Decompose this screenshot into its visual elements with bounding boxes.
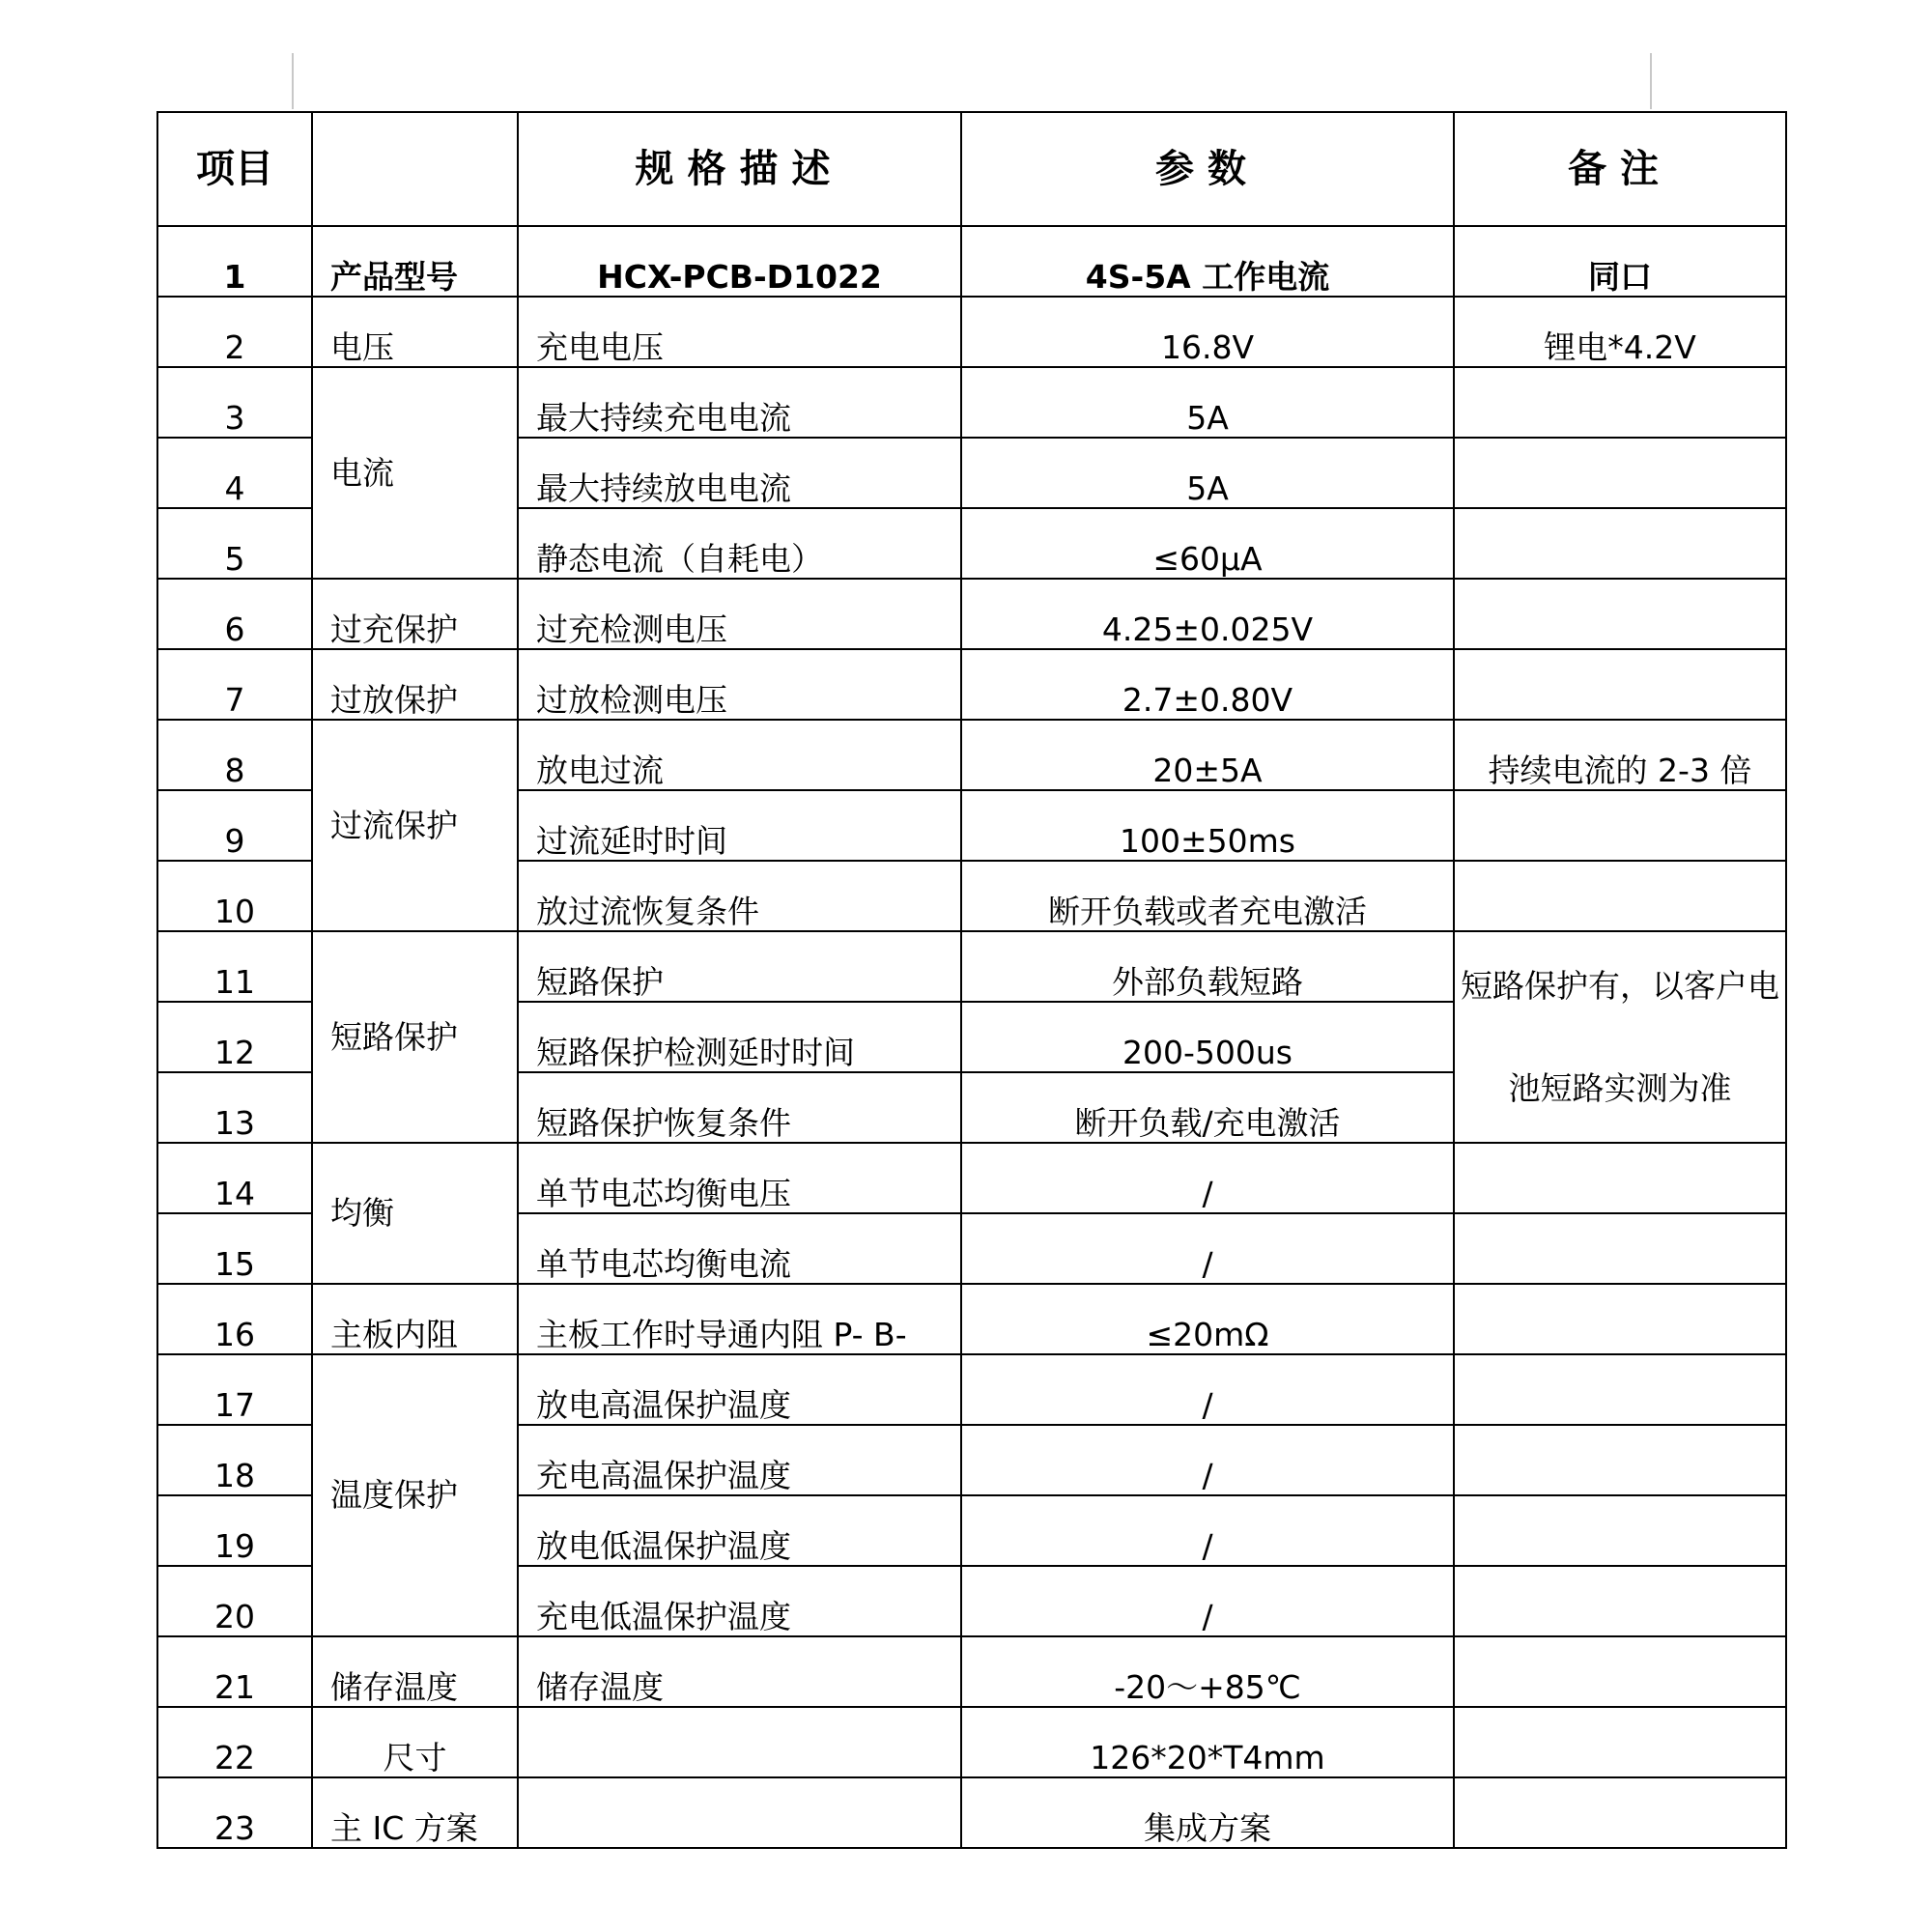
table-row xyxy=(157,297,1786,367)
row-param: 断开负载/充电激活 xyxy=(961,1072,1454,1143)
row-desc: 放电过流 xyxy=(518,720,961,790)
row-note xyxy=(1454,579,1786,649)
row-number: 7 xyxy=(157,649,312,720)
row-note xyxy=(1454,1636,1786,1707)
row-desc: 单节电芯均衡电流 xyxy=(518,1213,961,1284)
header-blank xyxy=(312,112,518,226)
row-number: 23 xyxy=(157,1777,312,1848)
row-item: 过放保护 xyxy=(312,649,518,720)
row-number: 15 xyxy=(157,1213,312,1284)
row-param: -20～+85℃ xyxy=(961,1636,1454,1707)
row-param: 外部负载短路 xyxy=(961,931,1454,1002)
row-note xyxy=(1454,1566,1786,1636)
row-note xyxy=(1454,1213,1786,1284)
row-desc: 单节电芯均衡电压 xyxy=(518,1143,961,1213)
row-item: 均衡 xyxy=(312,1143,518,1284)
page-margin-guide-right xyxy=(1650,53,1652,109)
table-header-row xyxy=(157,112,1786,226)
row-desc: 最大持续放电电流 xyxy=(518,438,961,508)
row-number: 5 xyxy=(157,508,312,579)
row-item: 电压 xyxy=(312,297,518,367)
row-note xyxy=(1454,1143,1786,1213)
row-note xyxy=(1454,790,1786,861)
row-param: 4.25±0.025V xyxy=(961,579,1454,649)
table-row xyxy=(157,1636,1786,1707)
header-spec: 规格描述 xyxy=(518,112,961,226)
row-number: 9 xyxy=(157,790,312,861)
row-note: 同口 xyxy=(1454,226,1786,297)
row-note: 短路保护有，以客户电池短路实测为准 xyxy=(1454,931,1786,1143)
row-note xyxy=(1454,367,1786,438)
row-desc: 主板工作时导通内阻 P- B- xyxy=(518,1284,961,1354)
row-number: 13 xyxy=(157,1072,312,1143)
row-number: 1 xyxy=(157,226,312,297)
row-param: 断开负载或者充电激活 xyxy=(961,861,1454,931)
row-param: ≤60μA xyxy=(961,508,1454,579)
row-item: 短路保护 xyxy=(312,931,518,1143)
row-param: 4S-5A 工作电流 xyxy=(961,226,1454,297)
page-margin-guide-left xyxy=(292,53,294,109)
table-row xyxy=(157,1143,1786,1213)
row-note xyxy=(1454,1777,1786,1848)
row-item: 主板内阻 xyxy=(312,1284,518,1354)
row-number: 14 xyxy=(157,1143,312,1213)
row-item: 温度保护 xyxy=(312,1354,518,1636)
row-number: 8 xyxy=(157,720,312,790)
row-number: 6 xyxy=(157,579,312,649)
table-row xyxy=(157,1777,1786,1848)
row-desc xyxy=(518,1777,961,1848)
table-row xyxy=(157,226,1786,297)
row-number: 12 xyxy=(157,1002,312,1072)
row-desc: 充电高温保护温度 xyxy=(518,1425,961,1495)
table-row xyxy=(157,649,1786,720)
table-row xyxy=(157,1284,1786,1354)
row-param: / xyxy=(961,1495,1454,1566)
row-number: 22 xyxy=(157,1707,312,1777)
row-number: 2 xyxy=(157,297,312,367)
row-note xyxy=(1454,649,1786,720)
row-desc: 短路保护 xyxy=(518,931,961,1002)
row-item: 产品型号 xyxy=(312,226,518,297)
row-item: 储存温度 xyxy=(312,1636,518,1707)
row-param: / xyxy=(961,1566,1454,1636)
table-row xyxy=(157,579,1786,649)
row-number: 3 xyxy=(157,367,312,438)
row-desc: 最大持续充电电流 xyxy=(518,367,961,438)
row-param: 200-500us xyxy=(961,1002,1454,1072)
table-row xyxy=(157,1707,1786,1777)
header-note: 备注 xyxy=(1454,112,1786,226)
row-desc: 充电电压 xyxy=(518,297,961,367)
table-row xyxy=(157,367,1786,438)
row-item: 过流保护 xyxy=(312,720,518,931)
row-desc: 静态电流（自耗电） xyxy=(518,508,961,579)
row-desc: 短路保护恢复条件 xyxy=(518,1072,961,1143)
row-number: 17 xyxy=(157,1354,312,1425)
table-row xyxy=(157,720,1786,790)
row-note xyxy=(1454,438,1786,508)
row-desc: 储存温度 xyxy=(518,1636,961,1707)
spec-table xyxy=(156,111,1787,1849)
header-item: 项目 xyxy=(157,112,312,226)
row-desc: 充电低温保护温度 xyxy=(518,1566,961,1636)
row-desc: 过放检测电压 xyxy=(518,649,961,720)
header-param: 参数 xyxy=(961,112,1454,226)
row-note xyxy=(1454,1284,1786,1354)
row-param: / xyxy=(961,1354,1454,1425)
row-number: 16 xyxy=(157,1284,312,1354)
row-param: 5A xyxy=(961,438,1454,508)
row-item: 过充保护 xyxy=(312,579,518,649)
row-note xyxy=(1454,508,1786,579)
row-desc xyxy=(518,1707,961,1777)
row-param: / xyxy=(961,1213,1454,1284)
row-item: 电流 xyxy=(312,367,518,579)
row-param: / xyxy=(961,1425,1454,1495)
row-desc: 过流延时时间 xyxy=(518,790,961,861)
row-note xyxy=(1454,1354,1786,1425)
row-desc: HCX-PCB-D1022 xyxy=(518,226,961,297)
row-number: 4 xyxy=(157,438,312,508)
row-desc: 放电高温保护温度 xyxy=(518,1354,961,1425)
row-number: 19 xyxy=(157,1495,312,1566)
row-desc: 放过流恢复条件 xyxy=(518,861,961,931)
row-param: 20±5A xyxy=(961,720,1454,790)
row-note: 锂电*4.2V xyxy=(1454,297,1786,367)
row-param: / xyxy=(961,1143,1454,1213)
row-note xyxy=(1454,1707,1786,1777)
row-number: 10 xyxy=(157,861,312,931)
row-param: 2.7±0.80V xyxy=(961,649,1454,720)
row-param: 5A xyxy=(961,367,1454,438)
row-number: 18 xyxy=(157,1425,312,1495)
row-desc: 过充检测电压 xyxy=(518,579,961,649)
row-desc: 短路保护检测延时时间 xyxy=(518,1002,961,1072)
row-number: 11 xyxy=(157,931,312,1002)
row-number: 21 xyxy=(157,1636,312,1707)
row-number: 20 xyxy=(157,1566,312,1636)
row-item: 主 IC 方案 xyxy=(312,1777,518,1848)
row-desc: 放电低温保护温度 xyxy=(518,1495,961,1566)
row-item: 尺寸 xyxy=(312,1707,518,1777)
row-note: 持续电流的 2-3 倍 xyxy=(1454,720,1786,790)
row-note xyxy=(1454,1495,1786,1566)
row-note xyxy=(1454,861,1786,931)
row-param: 16.8V xyxy=(961,297,1454,367)
table-row xyxy=(157,1354,1786,1425)
row-param: ≤20mΩ xyxy=(961,1284,1454,1354)
row-note xyxy=(1454,1425,1786,1495)
row-param: 100±50ms xyxy=(961,790,1454,861)
table-row xyxy=(157,931,1786,1002)
row-param: 集成方案 xyxy=(961,1777,1454,1848)
row-param: 126*20*T4mm xyxy=(961,1707,1454,1777)
